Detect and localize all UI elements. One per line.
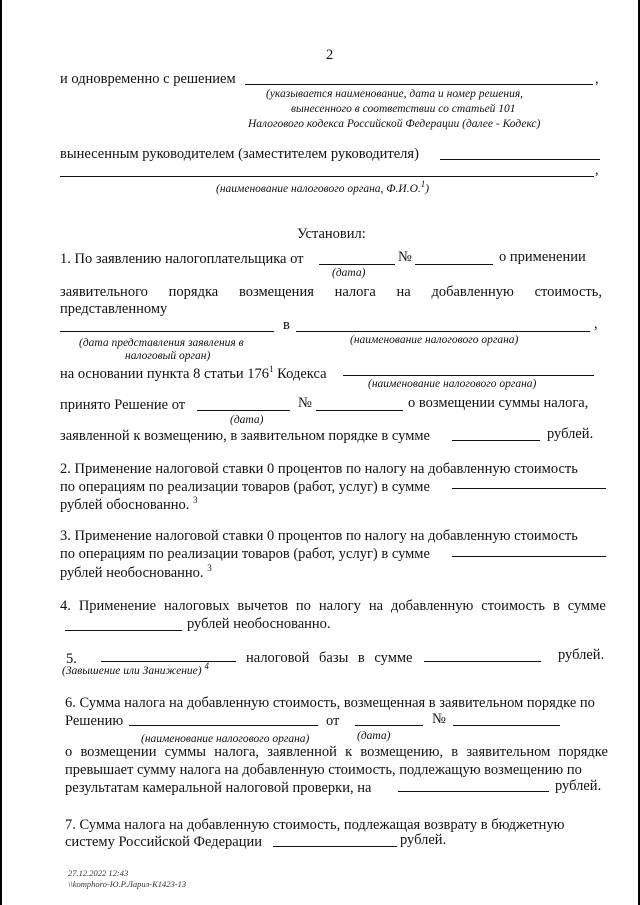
s1-submit-date-blank[interactable]: [60, 331, 274, 332]
s7-line1: 7. Сумма налога на добавленную стоимость, подлежащая возврату в бюджетную: [65, 817, 565, 833]
s1-amount-start: заявленной к возмещению, в заявительном порядке в сумме: [60, 428, 430, 444]
s3-line3: рублей необоснованно. $^3$: [60, 563, 212, 581]
s5-type-blank[interactable]: [101, 661, 236, 662]
s2-line2: по операциям по реализации товаров (работ, услуг) в сумме: [60, 479, 430, 495]
s1-date-blank[interactable]: [319, 264, 395, 265]
caption-issuer: (наименование налогового органа, Ф.И.О.$^1$): [216, 179, 430, 195]
s1-amount-end: рублей.: [547, 426, 594, 442]
s1-org-blank-2[interactable]: [343, 375, 594, 376]
s1-caption-date-2: (дата): [230, 414, 264, 426]
s6-caption-org: (наименование налогового органа): [141, 733, 310, 745]
heading-established: Установил:: [297, 226, 366, 242]
s4-line1: 4. Применение налоговых вычетов по налогу на добавленную стоимость в сумме: [60, 598, 606, 614]
s6-line5-end: рублей.: [555, 778, 602, 794]
s7-amount-blank[interactable]: [273, 846, 397, 847]
s6-number-blank[interactable]: [453, 725, 560, 726]
s2-line1: 2. Применение налоговой ставки 0 процентов по налогу на добавленную стоимость: [60, 461, 578, 477]
s1-no-sign: №: [398, 249, 412, 265]
comma: ,: [595, 71, 599, 87]
s1-line3: представленному: [60, 301, 168, 317]
s7-line2: систему Российской Федерации: [65, 834, 263, 850]
s6-caption-date: (дата): [357, 730, 391, 742]
decision-blank[interactable]: [245, 84, 593, 85]
s1-basis: на основании пункта 8 статьи $176^1$ Кодекса: [60, 364, 327, 382]
footer-date: 27.12.2022 12:43: [68, 868, 129, 878]
s1-amount-blank[interactable]: [452, 440, 540, 441]
intro-text: и одновременно с решением: [60, 71, 236, 87]
s5-caption: (Завышение или Занижение) $^4$: [62, 661, 209, 677]
caption-decision-2: вынесенного в соответствии со статьей 101: [291, 103, 516, 115]
s1-line1-end: о применении: [499, 249, 586, 265]
s1-date-caption: (дата): [332, 267, 366, 279]
s6-decision: Решению: [65, 713, 124, 729]
s6-no-sign: №: [432, 711, 446, 727]
s6-from: от: [326, 713, 340, 729]
comma-2: ,: [595, 162, 599, 178]
issuer-blank-2[interactable]: [60, 176, 594, 177]
s5-middle: налоговой базы в сумме: [246, 650, 413, 666]
s1-line2: заявительного порядка возмещения налога на добавленную стоимость,: [60, 284, 602, 300]
s3-line1: 3. Применение налоговой ставки 0 процентов по налогу на добавленную стоимость: [60, 528, 578, 544]
s6-line3: о возмещении суммы налога, заявленной к возмещению, в заявительном порядке: [65, 744, 608, 760]
s6-line1: 6. Сумма налога на добавленную стоимость, возмещенная в заявительном порядке по: [65, 695, 595, 711]
s3-line2: по операциям по реализации товаров (работ, услуг) в сумме: [60, 546, 430, 562]
footer-path: \\komphoro-Ю.Р.Ларил-К1423-13: [68, 879, 187, 889]
s1-line1-start: 1. По заявлению налогоплательщика от: [60, 251, 304, 267]
s6-line5: результатам камеральной налоговой проверки, на: [65, 780, 372, 796]
left-scan-border: [0, 0, 2, 905]
caption-decision-1: (указывается наименование, дата и номер решения,: [266, 88, 524, 100]
s6-org-blank[interactable]: [129, 725, 318, 726]
s1-caption-org: (наименование налогового органа): [350, 334, 519, 346]
s2-line3: рублей обоснованно. $^3$: [60, 495, 198, 513]
s1-org-blank[interactable]: [296, 331, 590, 332]
s1-decision-start: принято Решение от: [60, 397, 186, 413]
s1-caption-org-2: (наименование налогового органа): [368, 378, 537, 390]
s1-number-blank[interactable]: [415, 264, 493, 265]
s2-amount-blank[interactable]: [452, 488, 606, 489]
s6-line4: превышает сумму налога на добавленную стоимость, подлежащую возмещению по: [65, 762, 582, 778]
s1-decision-end: о возмещении суммы налога,: [408, 395, 589, 411]
page-number: 2: [326, 47, 334, 63]
s5-num: 5.: [66, 651, 77, 667]
s4-amount-blank[interactable]: [65, 630, 182, 631]
s6-date-blank[interactable]: [355, 725, 423, 726]
s6-amount-blank[interactable]: [398, 791, 549, 792]
s1-decision-number-blank[interactable]: [316, 410, 403, 411]
s1-decision-date-blank[interactable]: [197, 410, 290, 411]
s1-caption-submit-2: налоговый орган): [125, 350, 211, 362]
s1-in-word: в: [283, 317, 290, 333]
s5-amount-blank[interactable]: [424, 661, 541, 662]
s1-comma: ,: [594, 316, 598, 332]
s7-line2-end: рублей.: [400, 832, 447, 848]
issued-by-text: вынесенным руководителем (заместителем руководителя): [60, 146, 419, 162]
s1-decision-no: №: [298, 395, 312, 411]
caption-decision-3: Налогового кодекса Российской Федерации (далее - Кодекс): [248, 118, 541, 130]
issuer-blank-1[interactable]: [440, 159, 600, 160]
s4-line2: рублей необоснованно.: [187, 616, 331, 632]
s1-caption-submit-1: (дата представления заявления в: [79, 337, 244, 349]
s3-amount-blank[interactable]: [452, 556, 606, 557]
s5-end: рублей.: [558, 647, 605, 663]
